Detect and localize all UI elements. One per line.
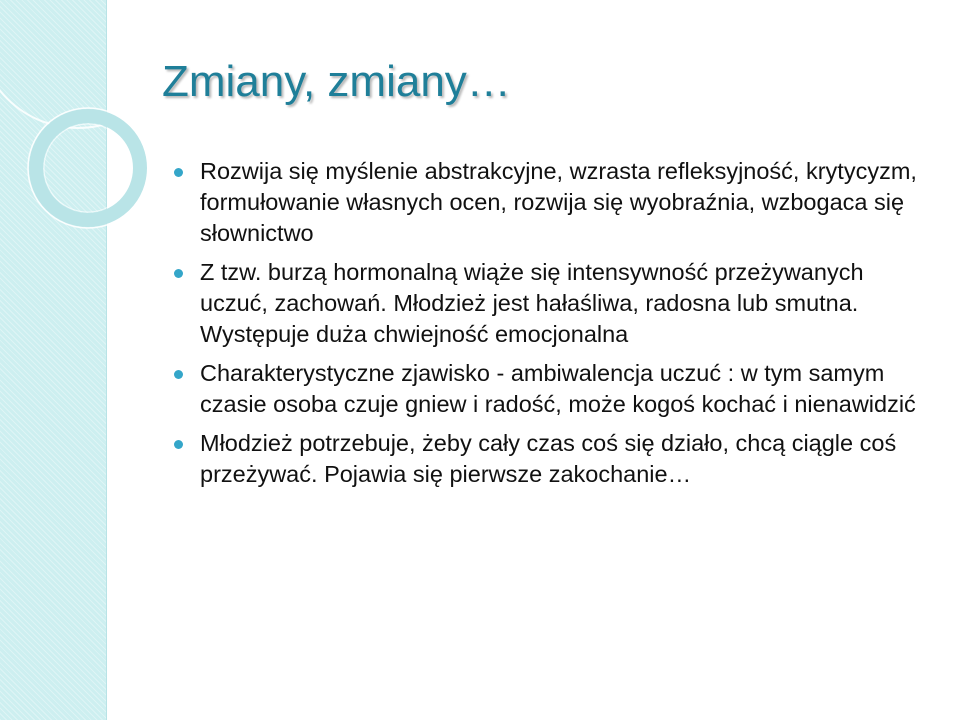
bullet-list xyxy=(174,156,930,498)
bullet-dot-icon xyxy=(174,370,183,379)
bullet-item xyxy=(174,428,930,490)
bullet-dot-icon xyxy=(174,168,183,177)
bullet-text: Charakterystyczne zjawisko - ambiwalencja uczuć : w tym samym czasie osoba czuje gniew i radość, może kogoś kochać i nienawidzić xyxy=(200,360,916,417)
bullet-dot-icon xyxy=(174,269,183,278)
slide-title: Zmiany, zmiany… xyxy=(162,57,511,106)
bullet-item xyxy=(174,257,930,350)
bullet-text: Rozwija się myślenie abstrakcyjne, wzrasta refleksyjność, krytycyzm, formułowanie własnych ocen, rozwija się wyobraźnia, wzbogaca się słownictwo xyxy=(200,158,917,246)
bullet-text: Z tzw. burzą hormonalną wiąże się intensywność przeżywanych uczuć, zachowań. Młodzież jest hałaśliwa, radosna lub smutna. Występuje duża chwiejność emocjonalna xyxy=(200,259,864,347)
bullet-dot-icon xyxy=(174,440,183,449)
bullet-item xyxy=(174,358,930,420)
bullet-item xyxy=(174,156,930,249)
bullet-text: Młodzież potrzebuje, żeby cały czas coś się działo, chcą ciągle coś przeżywać. Pojawia się pierwsze zakochanie… xyxy=(200,430,897,487)
